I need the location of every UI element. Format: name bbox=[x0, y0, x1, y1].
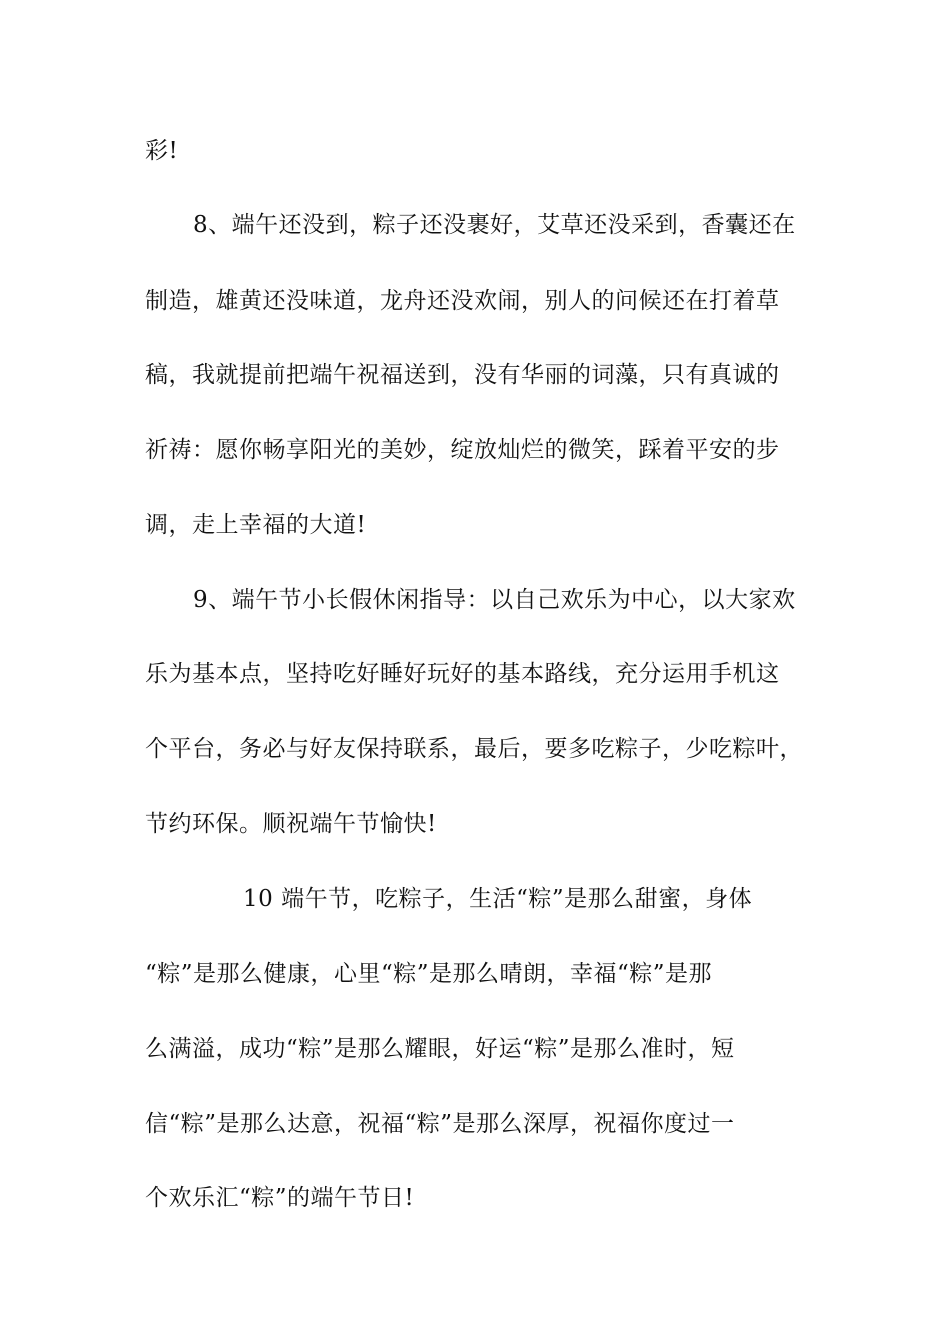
text-line: 8、端午还没到，粽子还没裹好，艾草还没采到，香囊还在 bbox=[193, 212, 796, 238]
text-line: 制造，雄黄还没味道，龙舟还没欢闹，别人的问候还在打着草 bbox=[145, 288, 780, 314]
text-line: 个平台，务必与好友保持联系，最后，要多吃粽子，少吃粽叶， bbox=[145, 736, 803, 762]
text-line: 乐为基本点，坚持吃好睡好玩好的基本路线，充分运用手机这 bbox=[145, 661, 780, 687]
text-line: 么满溢，成功“粽”是那么耀眼，好运“粽”是那么准时，短 bbox=[145, 1036, 735, 1062]
text-line: 10 端午节，吃粽子，生活“粽”是那么甜蜜，身体 bbox=[243, 886, 753, 912]
text-line: 彩! bbox=[145, 138, 179, 164]
text-line: 节约环保。顺祝端午节愉快! bbox=[145, 811, 437, 837]
text-line: 调，走上幸福的大道! bbox=[145, 512, 367, 538]
text-line: 信“粽”是那么达意，祝福“粽”是那么深厚，祝福你度过一 bbox=[145, 1111, 735, 1137]
text-line: “粽”是那么健康，心里“粽”是那么晴朗，幸福“粽”是那 bbox=[145, 961, 713, 987]
text-line: 个欢乐汇“粽”的端午节日! bbox=[145, 1185, 415, 1211]
text-line: 稿，我就提前把端午祝福送到，没有华丽的词藻，只有真诚的 bbox=[145, 362, 780, 388]
text-line: 9、端午节小长假休闲指导：以自己欢乐为中心，以大家欢 bbox=[193, 587, 796, 613]
text-line: 祈祷：愿你畅享阳光的美妙，绽放灿烂的微笑，踩着平安的步 bbox=[145, 437, 780, 463]
